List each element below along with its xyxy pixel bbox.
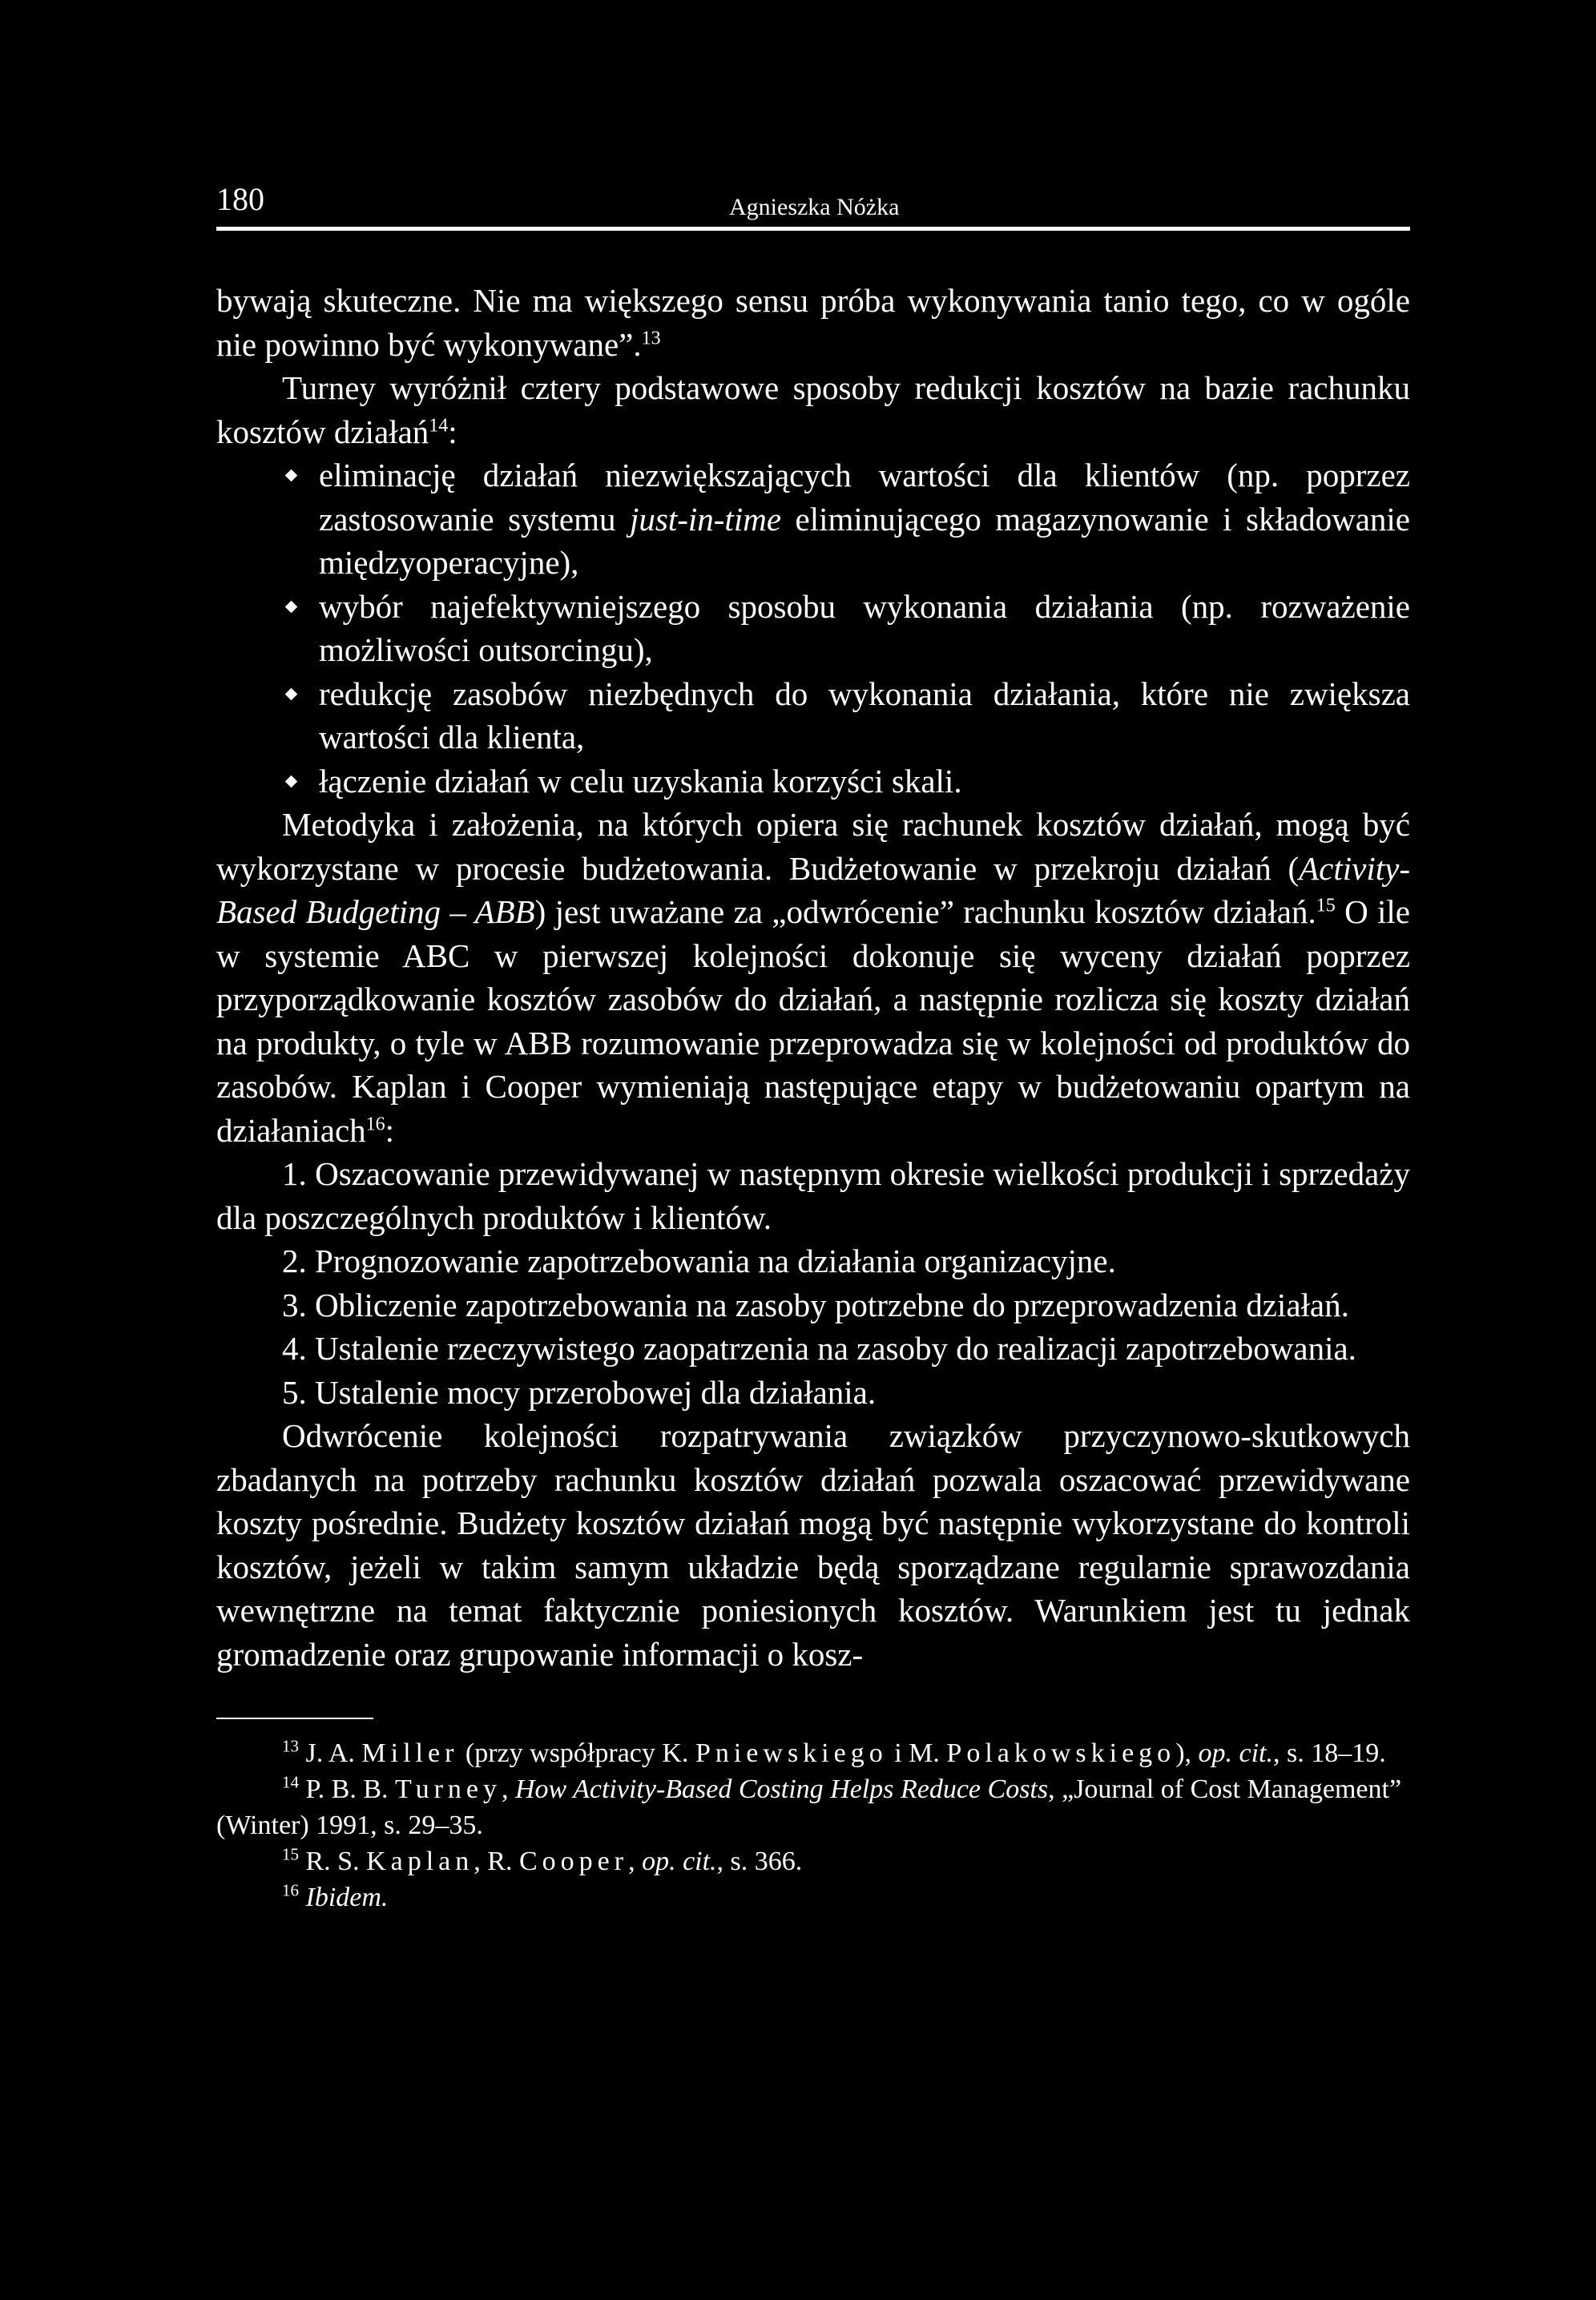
page-number: 180: [216, 181, 264, 217]
list-item: 4. Ustalenie rzeczywistego zaopatrzenia na zasoby do realizacji zapotrzebowania.: [282, 1330, 1356, 1367]
footnote-16: $^{16}$ Ibidem.: [282, 1880, 389, 1912]
list-item: 1. Oszacowanie przewidywanej w następnym okresie wielkości produkcji i sprzedaży dla poszczególnych produktów i klientów.: [216, 1155, 1410, 1236]
footnote-ref-16: 16: [365, 1113, 385, 1134]
running-head-author: Agnieszka Nóżka: [729, 194, 900, 220]
diamond-bullet-icon: [285, 775, 298, 787]
list-item: 2. Prognozowanie zapotrzebowania na działania organizacyjne.: [282, 1243, 1116, 1279]
paragraph-turney: Turney wyróżnił cztery podstawowe sposoby redukcji kosztów na bazie rachunku kosztów działań$^{14}$:: [216, 369, 1410, 450]
paragraph-reversal: Odwrócenie kolejności rozpatrywania związków przyczynowo-skutkowych zbadanych na potrzeby rachunku kosztów działań pozwala oszacować przewidywane koszty pośrednie. Budżety kosztów działań mogą być następnie wykorzystane do kontroli kosztów, jeżeli w takim samym układzie będą sporządzane regularnie sprawozdania wewnętrzne na temat faktycznie poniesionych kosztów. Warunkiem jest tu jednak gromadzenie oraz grupowanie informacji o kosz-: [216, 1417, 1410, 1673]
paragraph-continued: bywają skuteczne. Nie ma większego sensu próba wykonywania tanio tego, co w ogóle nie powinno być wykonywane”.$^{13}$: [216, 282, 1410, 363]
diamond-bullet-icon: [285, 687, 298, 700]
footnote-15: $^{15}$ R. S. Kaplan, R. Cooper, op. cit., s. 366.: [282, 1844, 803, 1876]
body-text: [216, 279, 1410, 1676]
list-item: eliminację działań niezwiększających wartości dla klientów (np. poprzez zastosowanie systemu just-in-time eliminującego magazynowanie i składowanie międzyoperacyjne),: [216, 453, 1410, 585]
list-item: wybór najefektywniejszego sposobu wykonania działania (np. rozważenie możliwości outsorcingu),: [216, 585, 1410, 672]
list-item: redukcję zasobów niezbędnych do wykonania działania, które nie zwiększa wartości dla klienta,: [216, 672, 1410, 759]
book-page: [216, 180, 1410, 1915]
list-item: 3. Obliczenie zapotrzebowania na zasoby potrzebne do przeprowadzenia działań.: [282, 1286, 1349, 1323]
footnotes: [216, 1718, 1410, 1915]
list-item: 5. Ustalenie mocy przerobowej dla działania.: [282, 1373, 877, 1411]
diamond-bullet-icon: [285, 600, 298, 613]
abb-steps-list: [216, 1152, 1410, 1414]
diamond-bullet-icon: [285, 469, 298, 482]
list-item: łączenie działań w celu uzyskania korzyści skali.: [216, 759, 1410, 804]
footnote-14: $^{14}$ P. B. B. Turney, How Activity-Based Costing Helps Reduce Costs, „Journal of Cost Management” (Winter) 1991, s. 29–35.: [216, 1772, 1402, 1840]
running-head: [216, 180, 1410, 231]
footnote-ref-15: 15: [1316, 895, 1336, 916]
footnote-divider: [216, 1718, 373, 1719]
footnote-ref-13: 13: [641, 327, 661, 348]
paragraph-methodology: Metodyka i założenia, na których opiera się rachunek kosztów działań, mogą być wykorzystane w procesie budżetowania. Budżetowanie w przekroju działań (Activity-Based Budgeting – ABB) jest uważane za „odwrócenie” rachunku kosztów działań.$^{15}$ O ile w systemie ABC w pierwszej kolejności dokonuje się wyceny działań poprzez przyporządkowanie kosztów zasobów do działań, a następnie rozlicza się koszty działań na produkty, o tyle w ABB rozumowanie przeprowadza się w kolejności od produktów do zasobów. Kaplan i Cooper wymieniają następujące etapy w budżetowaniu opartym na działaniach$^{16}$:: [216, 806, 1411, 1149]
cost-reduction-list: [216, 453, 1410, 803]
footnote-ref-14: 14: [429, 414, 449, 436]
footnote-13: $^{13}$ J. A. Miller (przy współpracy K. Pniewskiego i M. Polakowskiego), op. cit., s. 18–19.: [282, 1736, 1386, 1768]
